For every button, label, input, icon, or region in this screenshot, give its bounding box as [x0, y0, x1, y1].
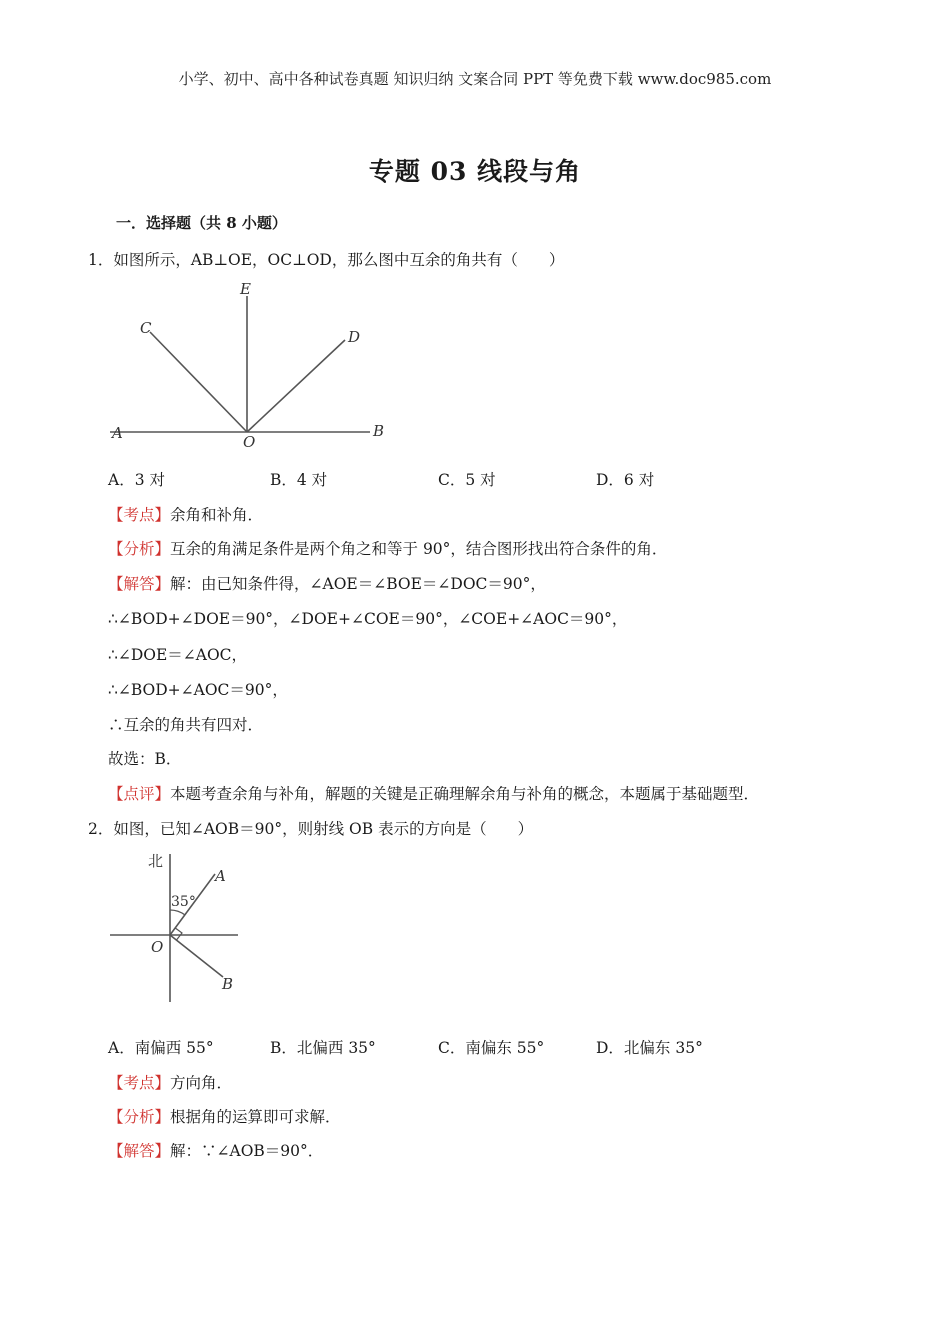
q1-option-c: C．5 对	[438, 471, 496, 489]
q1-stem: 1．如图所示，AB⊥OE，OC⊥OD，那么图中互余的角共有（ ）	[88, 251, 565, 269]
q2-option-c: C．南偏东 55°	[438, 1039, 545, 1057]
q1-step-2: ∴∠DOE＝∠AOC，	[108, 646, 248, 664]
q2-option-b: B．北偏西 35°	[270, 1039, 376, 1057]
q1-step-5: 故选：B．	[108, 750, 182, 768]
q2-fenxi	[108, 1105, 341, 1127]
q2-jieda	[108, 1139, 323, 1161]
q1-jieda	[108, 572, 546, 594]
q2-option-a: A．南偏西 55°	[108, 1039, 214, 1057]
q1-option-a: A．3 对	[108, 471, 165, 489]
dianping-text: 本题考查余角与补角，解题的关键是正确理解余角与补角的概念，本题属于基础题型．	[170, 785, 760, 803]
q1-option-d: D．6 对	[596, 471, 655, 489]
page-title: 专题 03 线段与角	[368, 157, 582, 186]
angle-arc	[170, 910, 185, 915]
q1-figure	[100, 276, 400, 452]
label-b: B	[222, 975, 234, 993]
label-d: D	[348, 328, 361, 346]
q1-dianping	[108, 782, 759, 804]
label-35-degrees: 35°	[171, 894, 196, 910]
ray-od	[247, 340, 345, 432]
label-a: A	[215, 867, 226, 885]
q2-stem: 2．如图，已知∠AOB＝90°，则射线 OB 表示的方向是（ ）	[88, 820, 534, 838]
q1-option-b: B．4 对	[270, 471, 328, 489]
section-heading: 一．选择题（共 8 小题）	[116, 214, 287, 232]
kaodian-tag: 【考点】	[108, 506, 171, 524]
dianping-tag: 【点评】	[108, 785, 171, 803]
label-o: O	[243, 433, 256, 451]
kaodian-text: 方向角．	[170, 1074, 233, 1092]
jieda-text: 解：由已知条件得，∠AOE＝∠BOE＝∠DOC＝90°，	[170, 575, 546, 593]
page-header: 小学、初中、高中各种试卷真题 知识归纳 文案合同 PPT 等免费下载 www.doc985.com	[178, 70, 772, 88]
fenxi-tag: 【分析】	[108, 540, 171, 558]
fenxi-text: 互余的角满足条件是两个角之和等于 90°，结合图形找出符合条件的角．	[170, 540, 668, 558]
fenxi-text: 根据角的运算即可求解．	[170, 1108, 341, 1126]
jieda-tag: 【解答】	[108, 575, 171, 593]
q1-fenxi	[108, 537, 667, 559]
label-e: E	[240, 280, 251, 298]
ray-oc	[150, 332, 247, 432]
q1-kaodian	[108, 503, 263, 525]
ray-ob	[170, 935, 223, 977]
kaodian-text: 余角和补角．	[170, 506, 264, 524]
q2-kaodian	[108, 1071, 232, 1093]
q1-step-1: ∴∠BOD+∠DOE＝90°，∠DOE+∠COE＝90°，∠COE+∠AOC＝90°，	[108, 610, 628, 628]
q1-step-4: ∴互余的角共有四对．	[108, 716, 264, 734]
label-north: 北	[148, 852, 164, 870]
fenxi-tag: 【分析】	[108, 1108, 171, 1126]
label-b: B	[373, 422, 385, 440]
label-a: A	[112, 424, 123, 442]
q1-step-3: ∴∠BOD+∠AOC＝90°，	[108, 681, 288, 699]
jieda-text: 解：∵∠AOB＝90°．	[170, 1142, 324, 1160]
q2-figure	[105, 846, 250, 1008]
right-angle-mark	[175, 928, 182, 940]
kaodian-tag: 【考点】	[108, 1074, 171, 1092]
jieda-tag: 【解答】	[108, 1142, 171, 1160]
label-c: C	[140, 319, 152, 337]
q2-option-d: D．北偏东 35°	[596, 1039, 703, 1057]
label-o: O	[151, 938, 164, 956]
